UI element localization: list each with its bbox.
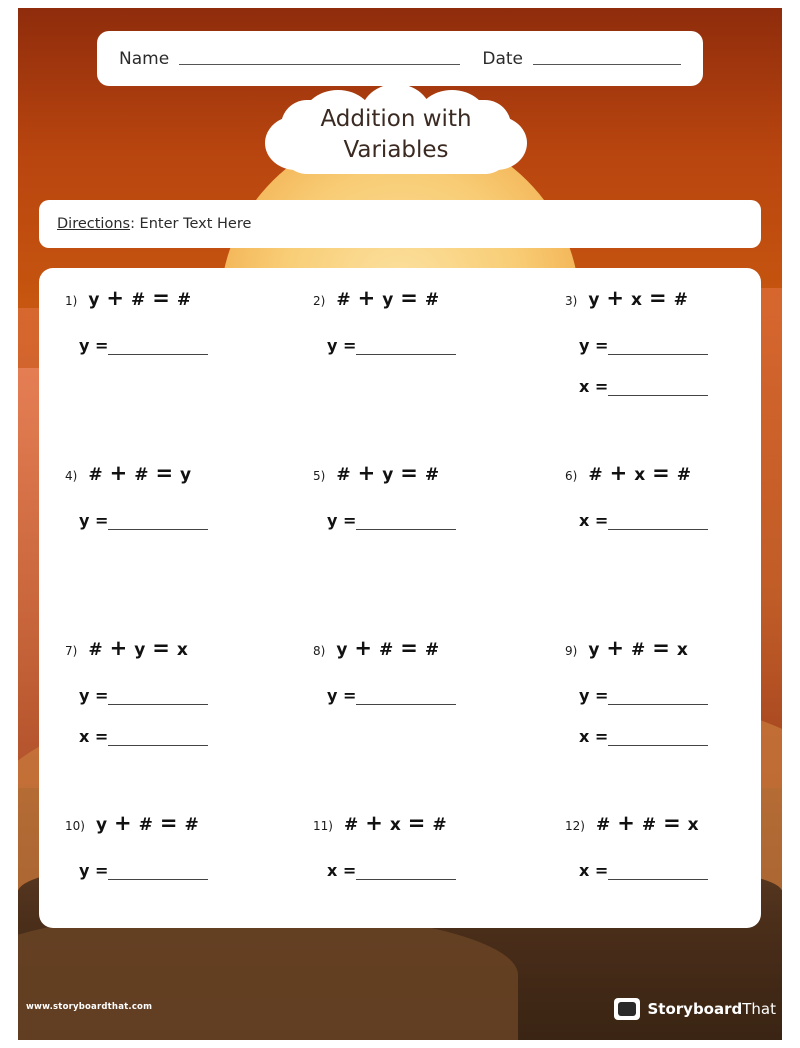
answer-input-line[interactable] <box>356 341 456 355</box>
term: # <box>336 290 351 310</box>
equals-sign: = <box>400 461 418 485</box>
term: # <box>379 640 394 660</box>
problem-number: 11) <box>313 819 333 833</box>
brand-text <box>647 1000 776 1018</box>
term: x <box>676 640 688 660</box>
answer-label: y = <box>79 511 109 530</box>
plus-sign: + <box>606 636 625 660</box>
problem-equation <box>65 636 283 660</box>
plus-sign: + <box>354 636 373 660</box>
footer-url[interactable]: www.storyboardthat.com <box>26 1002 153 1012</box>
answer-label: x = <box>579 727 609 746</box>
term: # <box>588 465 603 485</box>
term: # <box>88 640 103 660</box>
problem-item <box>49 461 283 636</box>
term: # <box>595 815 611 835</box>
plus-sign: + <box>106 286 125 310</box>
problem-number: 4) <box>65 469 78 483</box>
term: y <box>180 465 192 485</box>
problem-equation <box>313 811 517 835</box>
directions-text: : Enter Text Here <box>130 216 252 232</box>
problem-item <box>517 286 751 461</box>
answer-input-line[interactable] <box>108 866 208 880</box>
problem-item <box>49 636 283 811</box>
term: # <box>343 815 359 835</box>
answer-input-line[interactable] <box>356 516 456 530</box>
problem-item <box>283 286 517 461</box>
term: # <box>336 465 351 485</box>
answer-row <box>565 511 751 530</box>
answer-input-line[interactable] <box>608 691 708 705</box>
answer-label: y = <box>579 336 609 355</box>
term: y <box>134 640 146 660</box>
plus-sign: + <box>109 636 128 660</box>
problem-number: 6) <box>565 469 578 483</box>
problem-number: 2) <box>313 294 326 308</box>
problem-equation <box>313 636 517 660</box>
term: # <box>631 640 646 660</box>
equals-sign: = <box>159 811 178 835</box>
problems-grid <box>49 286 751 946</box>
answer-input-line[interactable] <box>356 691 456 705</box>
answer-row <box>565 727 751 746</box>
term: y <box>588 640 600 660</box>
plus-sign: + <box>609 461 628 485</box>
equals-sign: = <box>400 636 418 660</box>
plus-sign: + <box>617 811 635 835</box>
answer-row <box>313 511 517 530</box>
term: y <box>336 640 348 660</box>
brand-text-light: That <box>742 1000 776 1018</box>
term: # <box>134 465 149 485</box>
term: # <box>424 640 440 660</box>
term: x <box>389 815 401 835</box>
term: # <box>88 465 103 485</box>
equals-sign: = <box>155 461 174 485</box>
equals-sign: = <box>152 636 170 660</box>
answer-label: x = <box>579 511 609 530</box>
name-label: Name <box>119 48 170 69</box>
answer-input-line[interactable] <box>108 691 208 705</box>
answer-row <box>313 686 517 705</box>
answer-row <box>565 686 751 705</box>
problem-equation <box>565 286 751 310</box>
term: y <box>382 465 394 485</box>
page-title: Addition with Variables <box>320 106 472 164</box>
equals-sign: = <box>652 636 670 660</box>
term: x <box>631 290 642 310</box>
brand-text-bold: Storyboard <box>647 1000 743 1018</box>
problems-card <box>39 268 761 928</box>
answer-label: x = <box>579 861 609 880</box>
answer-input-line[interactable] <box>356 866 456 880</box>
problem-item <box>517 461 751 636</box>
term: y <box>95 815 108 835</box>
problem-number: 10) <box>65 819 85 833</box>
problem-number: 1) <box>65 294 78 308</box>
answer-input-line[interactable] <box>108 732 208 746</box>
term: # <box>184 815 199 835</box>
name-date-bar <box>97 31 703 86</box>
answer-row <box>65 727 283 746</box>
answer-label: y = <box>327 336 357 355</box>
problem-number: 8) <box>313 644 326 658</box>
term: x <box>634 465 646 485</box>
answer-input-line[interactable] <box>108 341 208 355</box>
answer-row <box>65 511 283 530</box>
plus-sign: + <box>114 811 132 835</box>
date-label: Date <box>482 48 523 69</box>
answer-label: y = <box>579 686 609 705</box>
answer-input-line[interactable] <box>608 866 708 880</box>
problem-equation <box>65 286 283 310</box>
answer-input-line[interactable] <box>108 516 208 530</box>
answer-input-line[interactable] <box>608 382 708 396</box>
name-input-line[interactable] <box>179 63 460 65</box>
problem-number: 12) <box>565 819 585 833</box>
plus-sign: + <box>357 286 376 310</box>
term: # <box>641 815 657 835</box>
plus-sign: + <box>365 811 383 835</box>
answer-label: y = <box>79 686 109 705</box>
title-banner <box>265 90 527 182</box>
answer-input-line[interactable] <box>608 341 708 355</box>
directions-bar[interactable] <box>39 200 761 248</box>
page-border-left <box>0 0 18 1048</box>
answer-row <box>565 861 751 880</box>
brand-logo <box>614 998 776 1020</box>
equals-sign: = <box>663 811 681 835</box>
plus-sign: + <box>357 461 376 485</box>
answer-label: y = <box>327 686 357 705</box>
problem-equation <box>565 636 751 660</box>
problem-equation <box>65 811 283 835</box>
directions-label: Directions <box>57 216 131 232</box>
problem-equation <box>65 461 283 485</box>
term: y <box>88 290 100 310</box>
term: x <box>687 815 699 835</box>
equals-sign: = <box>400 286 418 310</box>
term: # <box>424 290 440 310</box>
problem-number: 7) <box>65 644 78 658</box>
problem-item <box>517 811 751 946</box>
answer-row <box>565 336 751 355</box>
answer-input-line[interactable] <box>608 732 708 746</box>
answer-row <box>565 377 751 396</box>
problem-item <box>517 636 751 811</box>
answer-input-line[interactable] <box>608 516 708 530</box>
equals-sign: = <box>152 286 170 310</box>
answer-row <box>313 336 517 355</box>
term: y <box>588 290 600 310</box>
term: # <box>176 290 192 310</box>
term: # <box>432 815 447 835</box>
term: # <box>676 465 692 485</box>
page-border-bottom <box>0 1040 800 1048</box>
problem-number: 3) <box>565 294 578 308</box>
problem-item <box>283 461 517 636</box>
answer-label: y = <box>327 511 357 530</box>
problem-equation <box>565 461 751 485</box>
answer-label: x = <box>579 377 609 396</box>
term: # <box>673 290 688 310</box>
storyboard-icon <box>614 998 640 1020</box>
term: x <box>176 640 188 660</box>
problem-item <box>283 636 517 811</box>
problem-item <box>49 286 283 461</box>
problem-item <box>283 811 517 946</box>
page-border-right <box>782 0 800 1048</box>
problem-number: 5) <box>313 469 326 483</box>
problem-number: 9) <box>565 644 578 658</box>
term: # <box>131 290 146 310</box>
term: # <box>424 465 440 485</box>
page-border-top <box>0 0 800 8</box>
answer-label: x = <box>79 727 109 746</box>
answer-row <box>313 861 517 880</box>
problem-equation <box>313 461 517 485</box>
problem-equation <box>313 286 517 310</box>
answer-label: x = <box>327 861 357 880</box>
equals-sign: = <box>649 286 667 310</box>
term: # <box>138 815 153 835</box>
answer-row <box>65 336 283 355</box>
plus-sign: + <box>606 286 625 310</box>
term: y <box>382 290 394 310</box>
answer-row <box>65 861 283 880</box>
answer-label: y = <box>79 861 109 880</box>
plus-sign: + <box>109 461 128 485</box>
equals-sign: = <box>652 461 670 485</box>
answer-row <box>65 686 283 705</box>
problem-equation <box>565 811 751 835</box>
date-input-line[interactable] <box>533 63 681 65</box>
problem-item <box>49 811 283 946</box>
answer-label: y = <box>79 336 109 355</box>
equals-sign: = <box>407 811 426 835</box>
